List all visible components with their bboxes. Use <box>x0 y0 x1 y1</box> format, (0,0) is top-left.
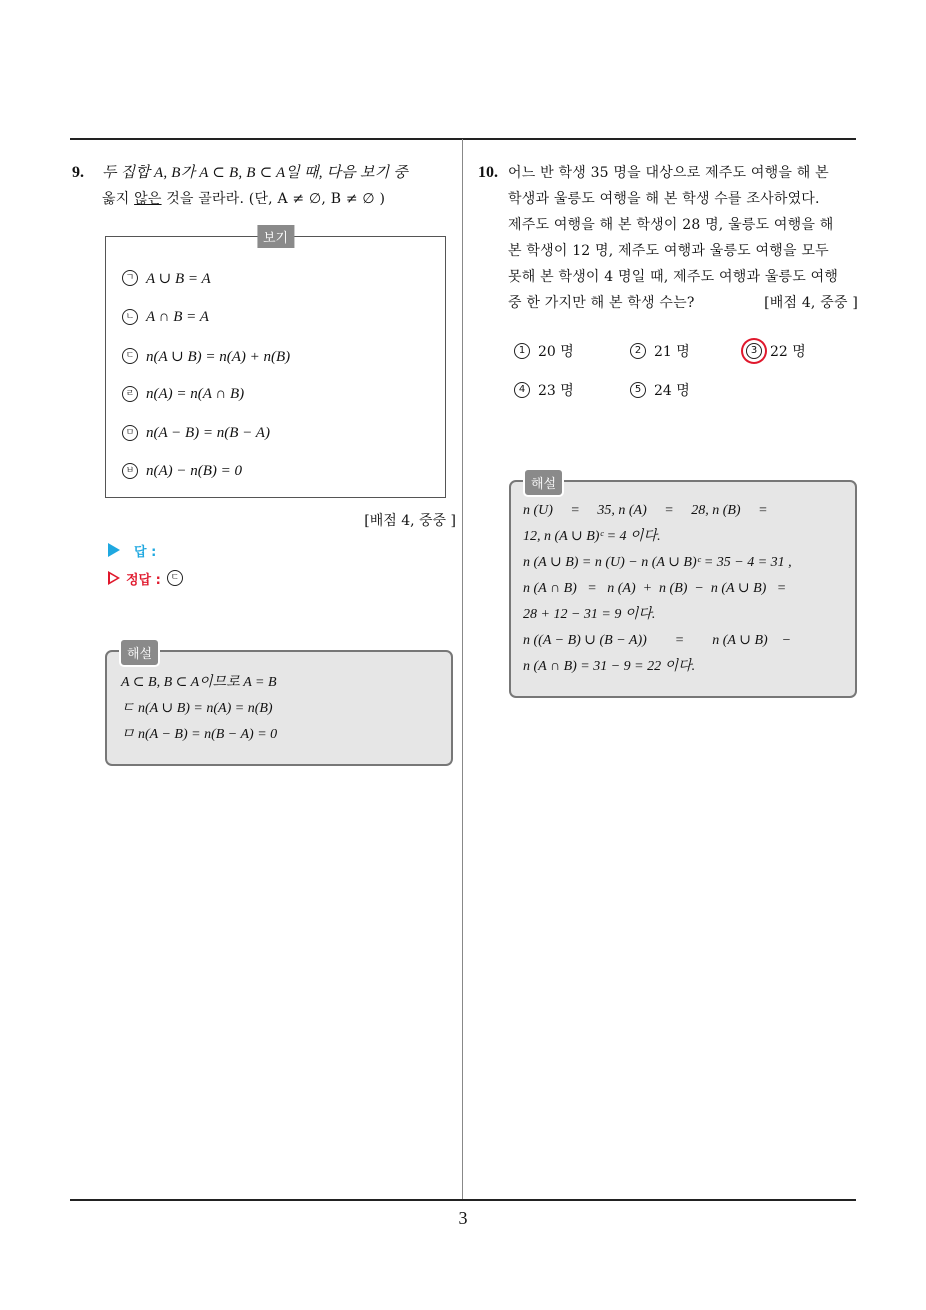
play-arrow-icon <box>108 543 120 557</box>
solution-line: n (A ∩ B) = 31 − 9 = 22 이다. <box>523 659 696 674</box>
solution-box <box>105 647 453 766</box>
choice-5[interactable] <box>630 379 690 401</box>
bogi-text: n(A − B) = n(B − A) <box>146 424 270 441</box>
question-10 <box>478 160 858 698</box>
question-text-line2-post: 것을 골라라. (단, A ≠ ∅, B ≠ ∅ ) <box>161 191 386 207</box>
question-text-line1: 두 집합 A, B가 A ⊂ B, B ⊂ A일 때, 다음 보기 중 <box>102 165 408 181</box>
choice-text: 24 명 <box>654 383 690 399</box>
bogi-text: n(A) = n(A ∩ B) <box>146 385 245 402</box>
choice-number: 1 <box>514 343 530 359</box>
bogi-mark: ㄱ <box>122 270 138 286</box>
question-number: 9. <box>72 164 84 181</box>
question-text-line: 제주도 여행을 해 본 학생이 28 명, 울릉도 여행을 해 <box>508 217 834 233</box>
question-text-line: 학생과 울릉도 여행을 해 본 학생 수를 조사하였다. <box>508 191 820 207</box>
choice-number: 2 <box>630 343 646 359</box>
choice-text: 21 명 <box>654 344 690 360</box>
question-text-line: 본 학생이 12 명, 제주도 여행과 울릉도 여행을 모두 <box>508 243 829 259</box>
question-text-line: 못해 본 학생이 4 명일 때, 제주도 여행과 울릉도 여행 <box>508 269 839 285</box>
bogi-item <box>122 267 211 289</box>
question-number: 10. <box>478 164 498 181</box>
bogi-item <box>122 460 242 482</box>
answer-label: 답 : <box>134 544 157 560</box>
question-text-line: 어느 반 학생 35 명을 대상으로 제주도 여행을 해 본 <box>508 165 829 181</box>
bogi-text: A ∩ B = A <box>146 308 209 325</box>
solution-label: 해설 <box>523 468 564 497</box>
answer-line <box>108 538 456 562</box>
bogi-item <box>122 345 290 367</box>
bogi-box <box>105 231 446 498</box>
bottom-rule <box>70 1199 856 1201</box>
bogi-item <box>122 306 209 328</box>
solution-line: n ((A − B) ∪ (B − A)) = n (A ∪ B) − <box>523 633 792 648</box>
choice-4[interactable] <box>514 379 574 401</box>
bogi-text: n(A ∪ B) = n(A) + n(B) <box>146 348 291 365</box>
choice-number: 5 <box>630 382 646 398</box>
question-text <box>102 160 408 212</box>
solution-line: n (U) = 35, n (A) = 28, n (B) = <box>523 503 768 518</box>
correct-answer-label: 정답 : <box>126 572 161 588</box>
question-text <box>508 160 858 316</box>
choice-text: 20 명 <box>538 344 574 360</box>
bogi-mark: ㅁ <box>122 425 138 441</box>
bogi-mark: ㄹ <box>122 386 138 402</box>
correct-answer-value: ㄷ <box>167 570 183 586</box>
choice-text: 23 명 <box>538 383 574 399</box>
solution-line: A ⊂ B, B ⊂ A이므로 A = B <box>121 675 277 690</box>
bogi-mark: ㄴ <box>122 309 138 325</box>
solution-box <box>509 477 857 698</box>
bogi-mark: ㅂ <box>122 463 138 479</box>
solution-line: 28 + 12 − 31 = 9 이다. <box>523 607 656 622</box>
underlined-word: 않은 <box>134 191 162 207</box>
bogi-mark: ㄷ <box>122 348 138 364</box>
choice-3[interactable] <box>746 340 806 362</box>
top-rule <box>70 138 856 140</box>
page-number: 3 <box>458 1208 468 1228</box>
question-9 <box>72 160 456 766</box>
bogi-text: A ∪ B = A <box>146 270 211 287</box>
choice-text: 22 명 <box>770 344 806 360</box>
correct-answer-line <box>108 566 456 590</box>
bogi-label: 보기 <box>257 225 294 248</box>
bogi-item <box>122 383 244 405</box>
bogi-item <box>122 422 270 444</box>
column-divider <box>462 139 463 1200</box>
solution-label: 해설 <box>119 638 160 667</box>
points-label: [배점 4, 중중 ] <box>364 513 456 529</box>
solution-line: ㅁ n(A − B) = n(B − A) = 0 <box>121 727 278 742</box>
question-text-line2-pre: 옳지 <box>102 191 135 207</box>
solution-line: n (A ∪ B) = n (U) − n (A ∪ B)ᶜ = 35 − 4 = 31 , <box>523 555 792 570</box>
choice-number: 4 <box>514 382 530 398</box>
solution-line: ㄷ n(A ∪ B) = n(A) = n(B) <box>121 701 273 716</box>
choice-1[interactable] <box>514 340 574 362</box>
choice-2[interactable] <box>630 340 690 362</box>
solution-line: 12, n (A ∪ B)ᶜ = 4 이다. <box>523 529 661 544</box>
points-label: [배점 4, 중중 ] <box>764 295 858 311</box>
answer-choices <box>478 334 858 414</box>
solution-line: n (A ∩ B) = n (A) + n (B) − n (A ∪ B) = <box>523 581 787 596</box>
choice-number-marked: 3 <box>746 343 762 359</box>
outline-arrow-icon <box>108 571 120 585</box>
question-text-line: 중 한 가지만 해 본 학생 수는? <box>508 295 695 311</box>
bogi-text: n(A) − n(B) = 0 <box>146 462 243 479</box>
